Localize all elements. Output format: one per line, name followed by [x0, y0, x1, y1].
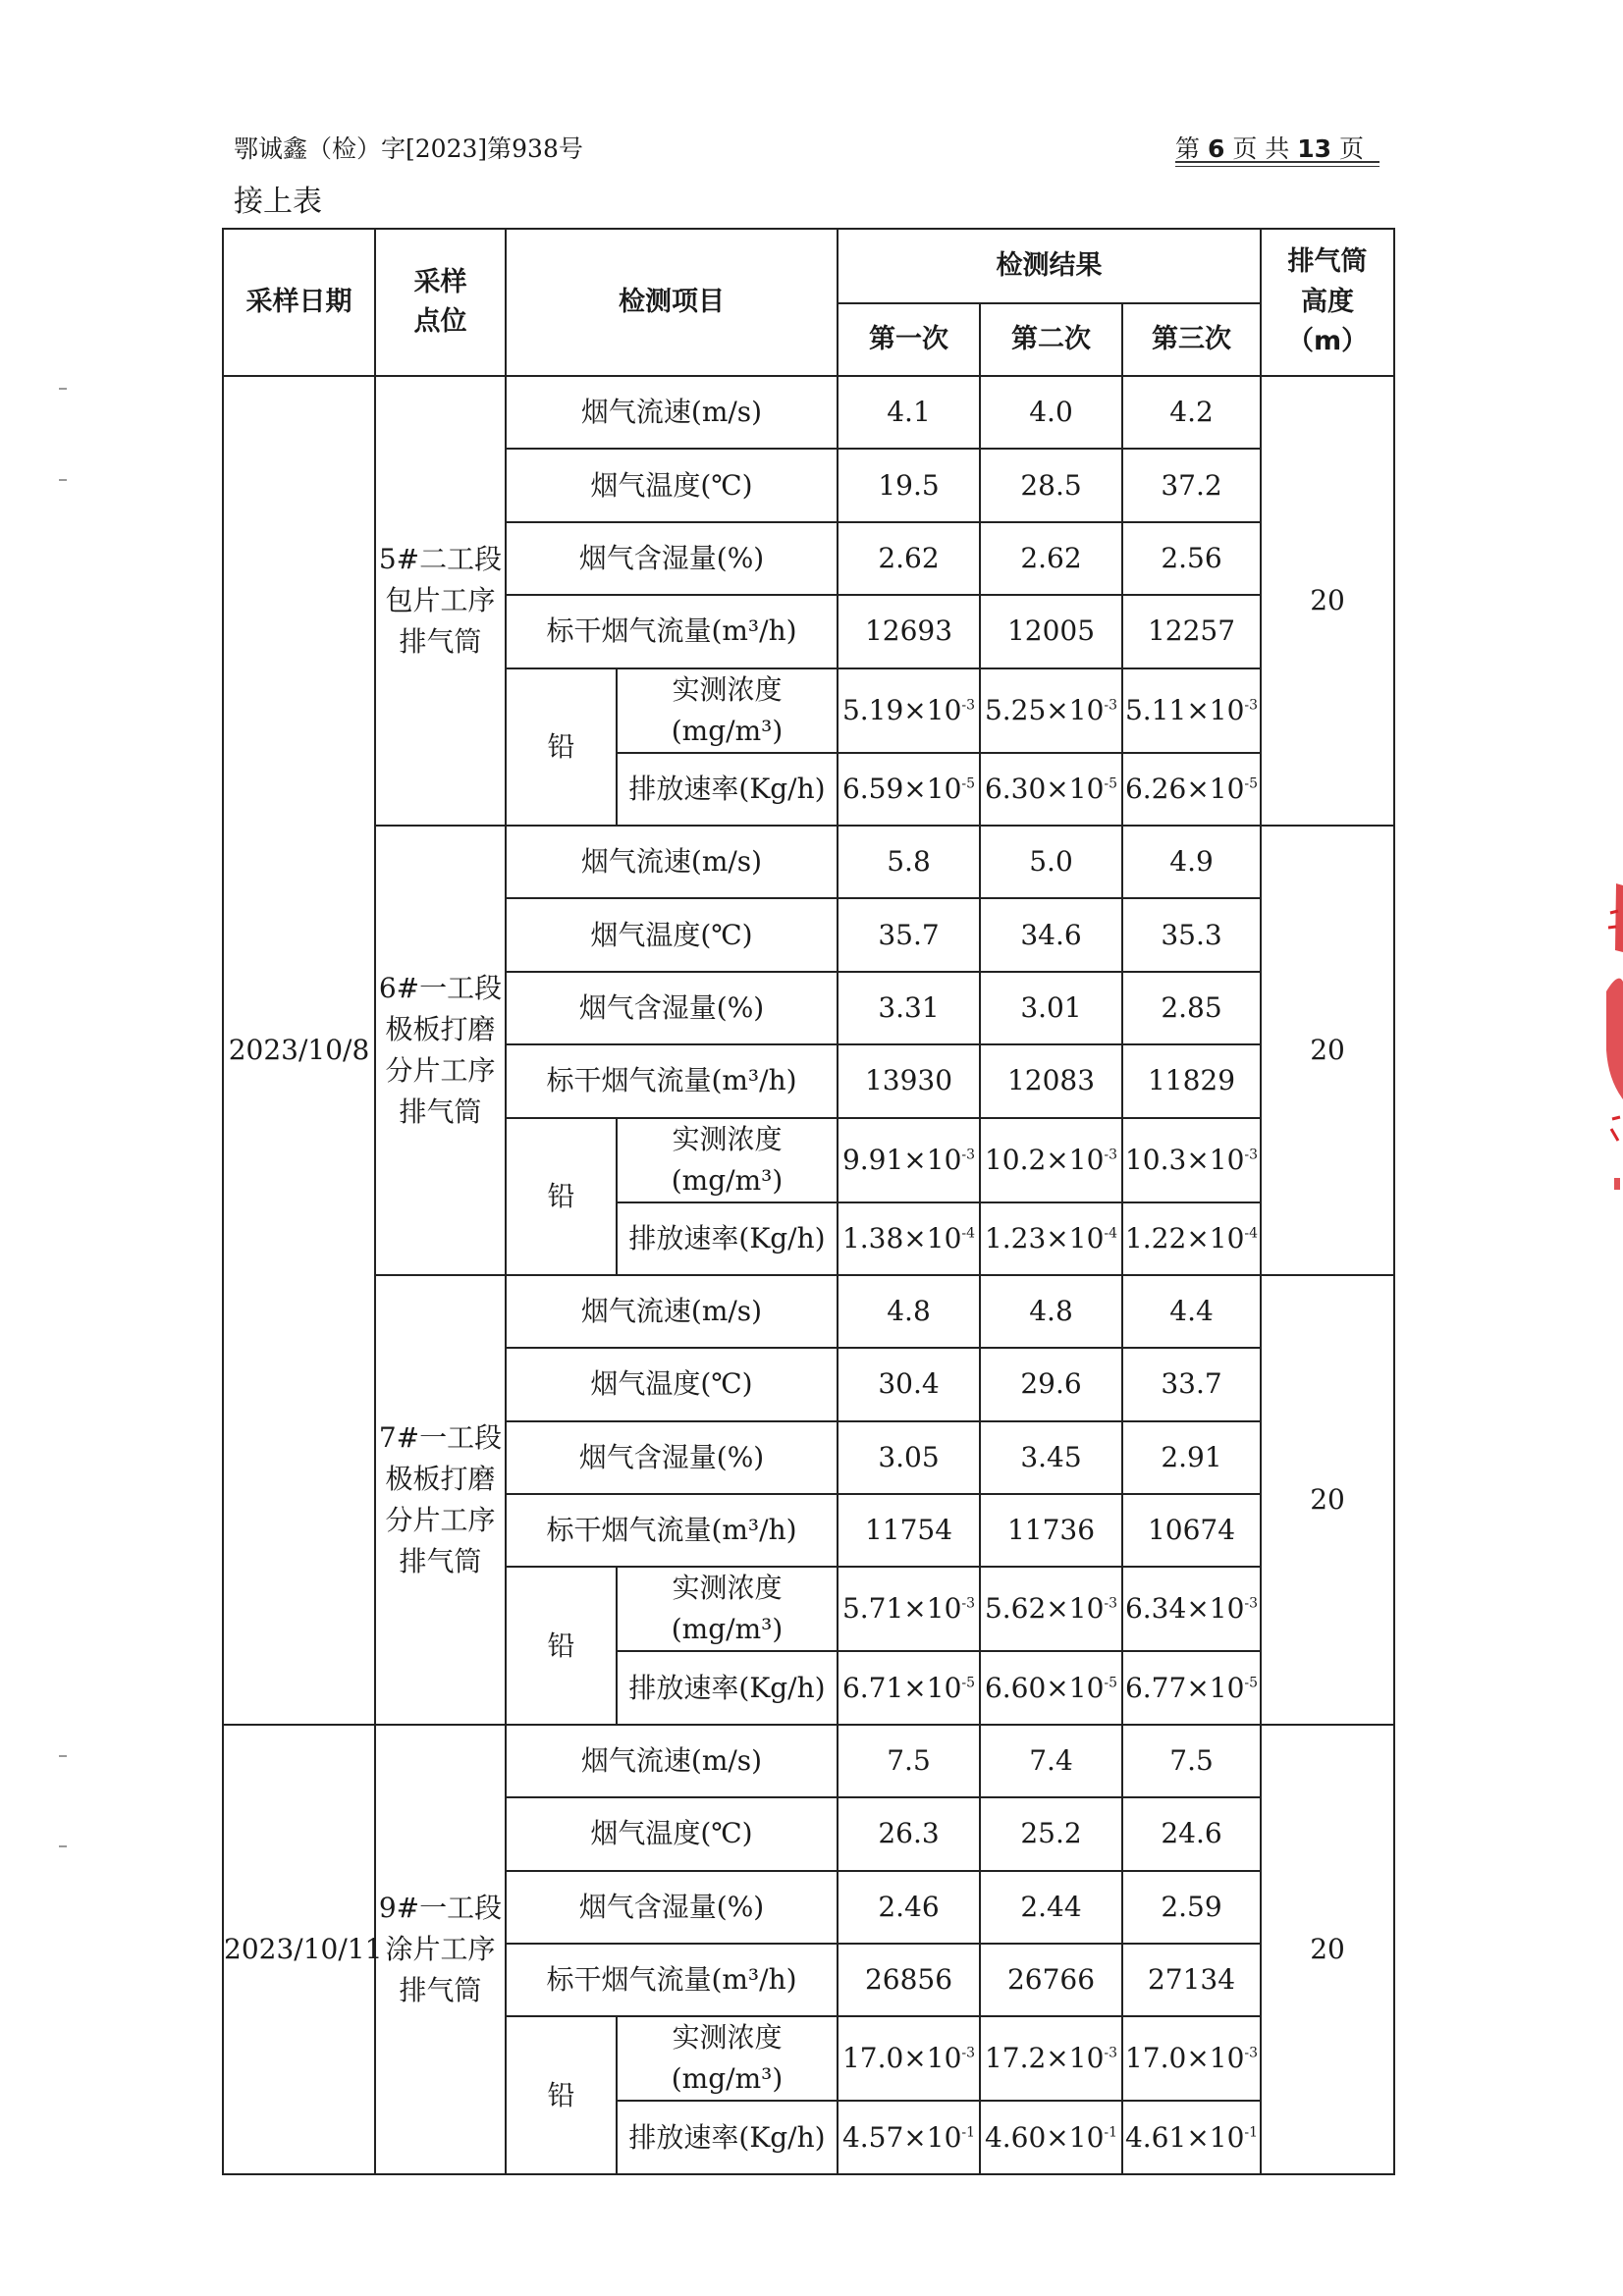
sampling-point-cell: 6#一工段 极板打磨 分片工序 排气筒: [375, 826, 506, 1275]
result-value: 7.4: [980, 1725, 1122, 1797]
lead-label: 铅: [506, 2016, 617, 2173]
result-value: [980, 1651, 1122, 1724]
result-value: 26766: [980, 1944, 1122, 2016]
exponent: -3: [961, 1596, 976, 1613]
result-value: 4.0: [980, 376, 1122, 449]
item-label-conc: 实测浓度(mg/m³): [617, 668, 838, 753]
result-value: 11829: [1122, 1044, 1261, 1117]
mantissa: 6.34×10: [1124, 1592, 1245, 1626]
result-value: 12083: [980, 1044, 1122, 1117]
result-value: [980, 668, 1122, 753]
exponent: -5: [961, 775, 976, 792]
result-value: [838, 2016, 980, 2101]
result-value: 37.2: [1122, 449, 1261, 521]
item-label-rate: 排放速率(Kg/h): [617, 1202, 838, 1275]
table-row: [223, 1275, 1394, 1348]
item-label-conc: 实测浓度(mg/m³): [617, 1118, 838, 1202]
exponent: -3: [1244, 1596, 1259, 1613]
mantissa: 17.0×10: [1124, 2042, 1245, 2075]
result-value: 11736: [980, 1494, 1122, 1567]
page-suffix: 页: [1338, 134, 1364, 163]
exponent: -3: [1244, 697, 1259, 714]
exponent: -3: [961, 2046, 976, 2062]
mantissa: 1.22×10: [1124, 1221, 1245, 1255]
result-value: [1122, 753, 1261, 826]
result-value: [980, 1202, 1122, 1275]
table-row: [223, 826, 1394, 898]
result-value: 28.5: [980, 449, 1122, 521]
item-label-temp: 烟气温度(℃): [506, 1348, 838, 1420]
sampling-point-cell: 7#一工段 极板打磨 分片工序 排气筒: [375, 1275, 506, 1725]
header-second: 第二次: [980, 303, 1122, 376]
result-value: 12257: [1122, 595, 1261, 667]
item-label-velocity: 烟气流速(m/s): [506, 826, 838, 898]
mantissa: 5.71×10: [841, 1592, 962, 1626]
result-value: [980, 753, 1122, 826]
result-value: 4.2: [1122, 376, 1261, 449]
result-value: [980, 2101, 1122, 2173]
result-value: 30.4: [838, 1348, 980, 1420]
result-value: 2.44: [980, 1871, 1122, 1944]
mantissa: 5.11×10: [1124, 693, 1245, 726]
result-value: [838, 1202, 980, 1275]
mantissa: 17.0×10: [841, 2042, 962, 2075]
result-value: [1122, 1567, 1261, 1651]
item-label-rate: 排放速率(Kg/h): [617, 1651, 838, 1724]
result-value: 2.62: [980, 522, 1122, 595]
result-value: [1122, 1118, 1261, 1202]
sampling-point-cell: 9#一工段 涂片工序 排气筒: [375, 1725, 506, 2174]
table-body: [223, 376, 1394, 2174]
exponent: -3: [1104, 697, 1118, 714]
result-value: [1122, 668, 1261, 753]
mantissa: 5.19×10: [841, 693, 962, 726]
exponent: -4: [1104, 1225, 1118, 1242]
result-value: [980, 1118, 1122, 1202]
result-value: [980, 2016, 1122, 2101]
header-first: 第一次: [838, 303, 980, 376]
result-value: 3.05: [838, 1421, 980, 1494]
mantissa: 5.62×10: [984, 1592, 1105, 1626]
item-label-velocity: 烟气流速(m/s): [506, 376, 838, 449]
page-prefix: 第: [1175, 134, 1201, 163]
result-value: [838, 668, 980, 753]
exponent: -3: [1104, 2046, 1118, 2062]
result-value: [838, 1567, 980, 1651]
result-value: 5.0: [980, 826, 1122, 898]
header-stack-height: 排气筒 高度 （m）: [1261, 229, 1394, 376]
header-sampling-date: 采样日期: [223, 229, 375, 376]
result-value: 26.3: [838, 1797, 980, 1870]
mantissa: 6.71×10: [841, 1671, 962, 1704]
lead-label: 铅: [506, 1118, 617, 1275]
result-value: 12693: [838, 595, 980, 667]
stack-height-cell: 20: [1261, 1725, 1394, 2174]
mantissa: 5.25×10: [984, 693, 1105, 726]
mantissa: 6.60×10: [984, 1671, 1105, 1704]
document-number: 鄂诚鑫（检）字[2023]第938号: [234, 134, 583, 163]
page-number: 6: [1207, 134, 1225, 163]
exponent: -3: [961, 1147, 976, 1163]
result-value: 4.1: [838, 376, 980, 449]
header-test-item: 检测项目: [506, 229, 838, 376]
item-label-moisture: 烟气含湿量(%): [506, 972, 838, 1044]
exponent: -5: [1244, 775, 1259, 792]
item-label-flow: 标干烟气流量(m³/h): [506, 1944, 838, 2016]
item-label-conc: 实测浓度(mg/m³): [617, 1567, 838, 1651]
exponent: -4: [1244, 1225, 1259, 1242]
sampling-date-cell: 2023/10/8: [223, 376, 375, 1725]
result-value: [838, 753, 980, 826]
exponent: -3: [1104, 1147, 1118, 1163]
sampling-date-cell: 2023/10/11: [223, 1725, 375, 2174]
item-label-flow: 标干烟气流量(m³/h): [506, 1044, 838, 1117]
page-total: 13: [1297, 134, 1332, 163]
header-rule-thin: [1175, 166, 1380, 167]
seal-stamp-fragment: [1596, 883, 1623, 1217]
result-value: [838, 1651, 980, 1724]
result-value: 5.8: [838, 826, 980, 898]
result-value: 4.8: [980, 1275, 1122, 1348]
item-label-flow: 标干烟气流量(m³/h): [506, 1494, 838, 1567]
exponent: -4: [961, 1225, 976, 1242]
result-value: 35.7: [838, 898, 980, 971]
result-value: 33.7: [1122, 1348, 1261, 1420]
margin-mark: [59, 479, 67, 481]
lead-label: 铅: [506, 668, 617, 826]
item-label-moisture: 烟气含湿量(%): [506, 522, 838, 595]
result-value: 12005: [980, 595, 1122, 667]
result-value: 7.5: [1122, 1725, 1261, 1797]
result-value: [1122, 2101, 1261, 2173]
result-value: 11754: [838, 1494, 980, 1567]
result-value: 2.85: [1122, 972, 1261, 1044]
result-value: 4.8: [838, 1275, 980, 1348]
mantissa: 6.77×10: [1124, 1671, 1245, 1704]
mantissa: 6.59×10: [841, 772, 962, 805]
result-value: 2.46: [838, 1871, 980, 1944]
result-value: 2.59: [1122, 1871, 1261, 1944]
result-value: 2.56: [1122, 522, 1261, 595]
exponent: -5: [1244, 1675, 1259, 1691]
mantissa: 10.3×10: [1124, 1143, 1245, 1176]
exponent: -1: [1244, 2124, 1259, 2141]
mantissa: 1.23×10: [984, 1221, 1105, 1255]
margin-mark: [59, 388, 67, 390]
result-value: 3.31: [838, 972, 980, 1044]
page-mid: 页 共: [1232, 134, 1290, 163]
result-value: [980, 1567, 1122, 1651]
item-label-temp: 烟气温度(℃): [506, 449, 838, 521]
item-label-moisture: 烟气含湿量(%): [506, 1421, 838, 1494]
mantissa: 17.2×10: [984, 2042, 1105, 2075]
mantissa: 4.61×10: [1124, 2120, 1245, 2154]
sampling-point-cell: 5#二工段 包片工序 排气筒: [375, 376, 506, 826]
result-value: [1122, 1202, 1261, 1275]
exponent: -3: [1244, 1147, 1259, 1163]
exponent: -5: [1104, 775, 1118, 792]
result-value: [1122, 1651, 1261, 1724]
item-label-temp: 烟气温度(℃): [506, 898, 838, 971]
result-value: 19.5: [838, 449, 980, 521]
item-label-rate: 排放速率(Kg/h): [617, 2101, 838, 2173]
mantissa: 1.38×10: [841, 1221, 962, 1255]
results-table: [222, 228, 1395, 2175]
item-label-moisture: 烟气含湿量(%): [506, 1871, 838, 1944]
result-value: 2.62: [838, 522, 980, 595]
margin-mark: [59, 1845, 67, 1847]
lead-label: 铅: [506, 1567, 617, 1724]
header-third: 第三次: [1122, 303, 1261, 376]
result-value: 7.5: [838, 1725, 980, 1797]
item-label-temp: 烟气温度(℃): [506, 1797, 838, 1870]
mantissa: 6.30×10: [984, 772, 1105, 805]
result-value: 13930: [838, 1044, 980, 1117]
result-value: 25.2: [980, 1797, 1122, 1870]
mantissa: 10.2×10: [984, 1143, 1105, 1176]
stack-height-cell: 20: [1261, 826, 1394, 1275]
item-label-conc: 实测浓度(mg/m³): [617, 2016, 838, 2101]
exponent: -1: [1104, 2124, 1118, 2141]
result-value: 29.6: [980, 1348, 1122, 1420]
result-value: 4.4: [1122, 1275, 1261, 1348]
mantissa: 4.57×10: [841, 2120, 962, 2154]
result-value: 34.6: [980, 898, 1122, 971]
exponent: -3: [1104, 1596, 1118, 1613]
table-row: [223, 376, 1394, 449]
mantissa: 4.60×10: [984, 2120, 1105, 2154]
item-label-rate: 排放速率(Kg/h): [617, 753, 838, 826]
result-value: 2.91: [1122, 1421, 1261, 1494]
exponent: -3: [1244, 2046, 1259, 2062]
result-value: 24.6: [1122, 1797, 1261, 1870]
result-value: 27134: [1122, 1944, 1261, 2016]
result-value: 10674: [1122, 1494, 1261, 1567]
header-sampling-point: 采样 点位: [375, 229, 506, 376]
result-value: 3.01: [980, 972, 1122, 1044]
mantissa: 9.91×10: [841, 1143, 962, 1176]
item-label-flow: 标干烟气流量(m³/h): [506, 595, 838, 667]
margin-mark: [59, 1755, 67, 1757]
exponent: -1: [961, 2124, 976, 2141]
exponent: -3: [961, 697, 976, 714]
mantissa: 6.26×10: [1124, 772, 1245, 805]
result-value: [1122, 2016, 1261, 2101]
continued-table-label: 接上表: [234, 185, 322, 219]
exponent: -5: [961, 1675, 976, 1691]
item-label-velocity: 烟气流速(m/s): [506, 1725, 838, 1797]
result-value: [838, 2101, 980, 2173]
result-value: 26856: [838, 1944, 980, 2016]
item-label-velocity: 烟气流速(m/s): [506, 1275, 838, 1348]
result-value: 4.9: [1122, 826, 1261, 898]
header-test-results: 检测结果: [838, 229, 1261, 303]
result-value: 35.3: [1122, 898, 1261, 971]
table-row: [223, 1725, 1394, 1797]
result-value: 3.45: [980, 1421, 1122, 1494]
exponent: -5: [1104, 1675, 1118, 1691]
page-indicator: [1175, 130, 1364, 165]
result-value: [838, 1118, 980, 1202]
header-rule: [1175, 161, 1380, 163]
stack-height-cell: 20: [1261, 1275, 1394, 1725]
stack-height-cell: 20: [1261, 376, 1394, 826]
